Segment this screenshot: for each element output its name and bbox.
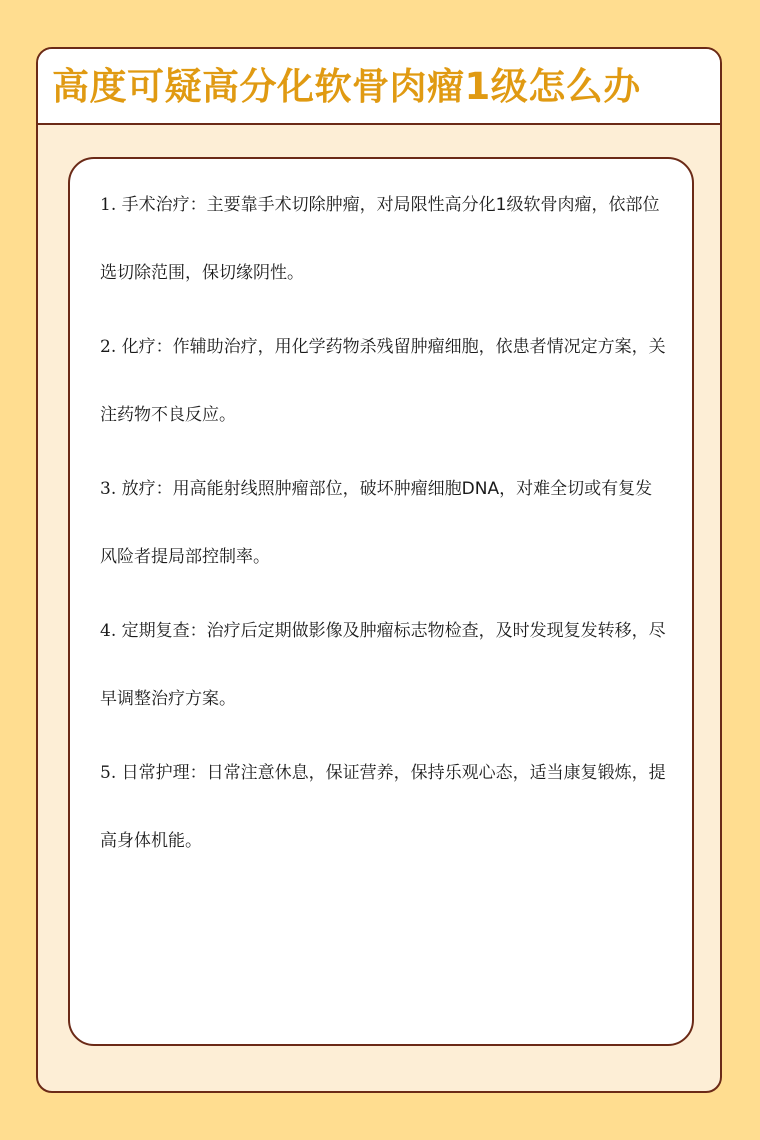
item-text: 定期复查：治疗后定期做影像及肿瘤标志物检查，及时发现复发转移，尽早调整治疗方案。	[100, 621, 666, 709]
article-card	[36, 47, 722, 1093]
list-item-daily-care	[100, 739, 668, 875]
page-title: 高度可疑高分化软骨肉瘤1级怎么办	[52, 65, 641, 108]
item-number: 4.	[100, 621, 117, 641]
item-number: 5.	[100, 763, 117, 783]
list-item-surgery	[100, 171, 668, 307]
item-number: 3.	[100, 479, 117, 499]
item-number: 2.	[100, 337, 117, 357]
item-text: 日常护理：日常注意休息，保证营养，保持乐观心态，适当康复锻炼，提高身体机能。	[100, 763, 666, 851]
item-text: 手术治疗：主要靠手术切除肿瘤，对局限性高分化1级软骨肉瘤，依部位选切除范围，保切缘阴性。	[100, 195, 660, 283]
content-panel	[68, 157, 694, 1046]
list-item-chemotherapy	[100, 313, 668, 449]
title-bar	[38, 49, 720, 125]
item-text: 放疗：用高能射线照肿瘤部位，破坏肿瘤细胞DNA，对难全切或有复发风险者提局部控制率。	[100, 479, 653, 567]
list-item-radiotherapy	[100, 455, 668, 591]
item-number: 1.	[100, 195, 117, 215]
item-text: 化疗：作辅助治疗，用化学药物杀残留肿瘤细胞，依患者情况定方案，关注药物不良反应。	[100, 337, 666, 425]
list-item-follow-up	[100, 597, 668, 733]
